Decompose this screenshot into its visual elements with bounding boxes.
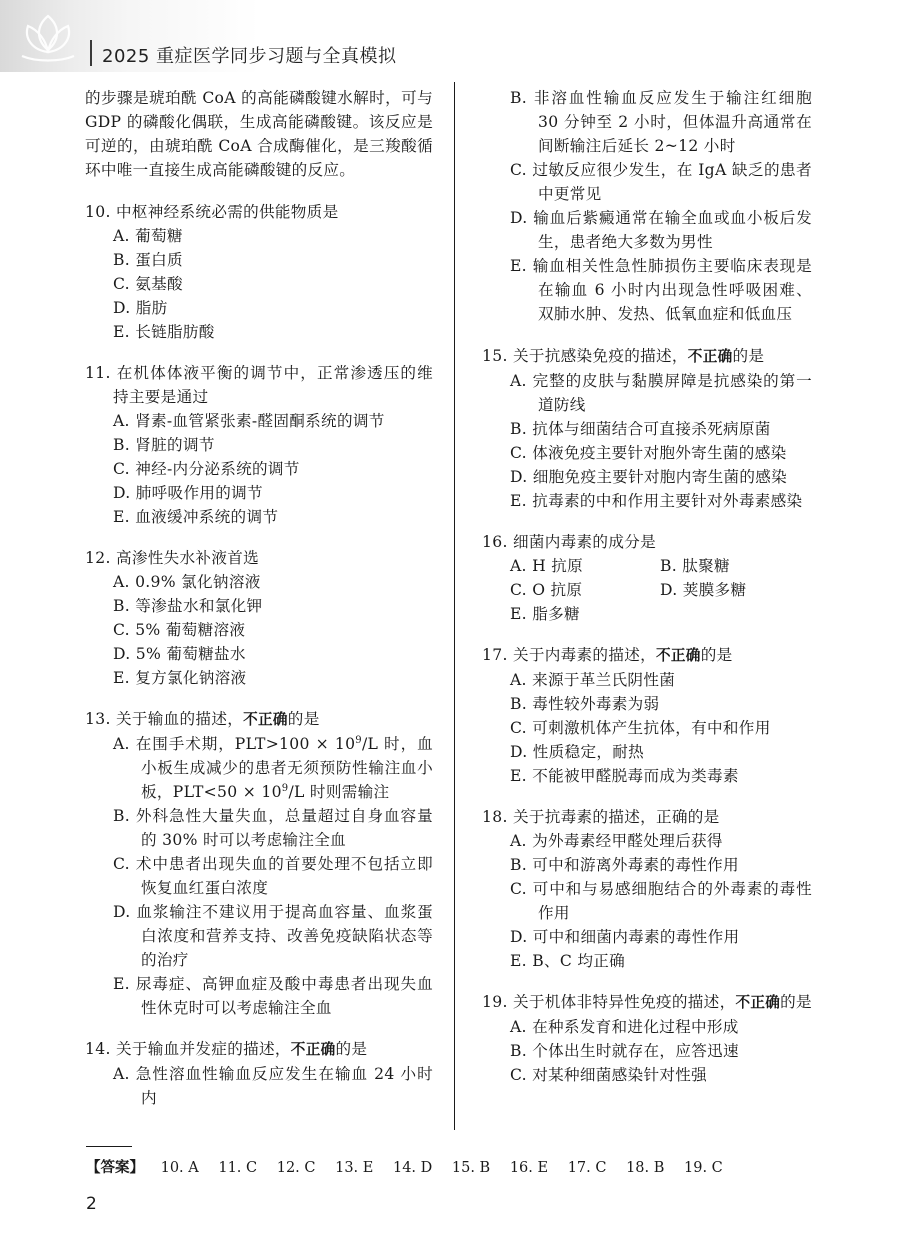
question-stem xyxy=(482,643,812,668)
option: B. 抗体与细菌结合可直接杀死病原菌 xyxy=(510,420,771,438)
option: E. 长链脂肪酸 xyxy=(113,323,215,341)
footer-rule xyxy=(86,1146,132,1147)
question-stem: 11. 在机体体液平衡的调节中，正常渗透压的维持主要是通过 xyxy=(85,364,433,406)
option: E. 不能被甲醛脱毒而成为类毒素 xyxy=(510,767,739,785)
option-text: A. 在围手术期，PLT>100 × 10 xyxy=(113,735,356,753)
answer-item: 14. D xyxy=(392,1160,433,1176)
option: A. 葡萄糖 xyxy=(113,227,183,245)
option xyxy=(85,732,433,804)
answer-item: 11. C xyxy=(218,1160,258,1176)
option: C. 术中患者出现失血的首要处理不包括立即恢复血红蛋白浓度 xyxy=(113,855,433,897)
question-stem xyxy=(482,344,812,369)
stem-text: 的是 xyxy=(335,1040,368,1058)
option-text: /L 时，血小板生成减少的患者无须预防性输注血小板，PLT<50 × 10 xyxy=(141,735,433,801)
option: E. B、C 均正确 xyxy=(510,952,626,970)
question-10 xyxy=(85,200,433,344)
stem-text: 的是 xyxy=(700,646,733,664)
left-column xyxy=(85,86,433,1110)
question-13 xyxy=(85,707,433,1020)
option: D. 肺呼吸作用的调节 xyxy=(113,484,263,502)
page-number: 2 xyxy=(86,1194,97,1214)
stem-emphasis: 不正确 xyxy=(687,348,733,365)
option: B. 可中和游离外毒素的毒性作用 xyxy=(510,856,739,874)
option: A. 0.9% 氯化钠溶液 xyxy=(113,573,261,591)
lotus-logo-icon xyxy=(14,10,82,66)
option: C. O 抗原 xyxy=(510,581,583,599)
stem-text: 19. 关于机体非特异性免疫的描述， xyxy=(482,993,736,1011)
right-column xyxy=(482,86,812,1087)
stem-text: 的是 xyxy=(780,993,812,1011)
option: B. 肾脏的调节 xyxy=(113,436,215,454)
stem-emphasis: 不正确 xyxy=(290,1041,336,1058)
answer-item: 10. A xyxy=(160,1160,199,1176)
stem-text: 的是 xyxy=(732,347,765,365)
option: C. 可中和与易感细胞结合的外毒素的毒性作用 xyxy=(510,880,812,922)
question-14 xyxy=(85,1037,433,1110)
option: D. 荚膜多糖 xyxy=(660,581,747,599)
option: E. 输血相关性急性肺损伤主要临床表现是在输血 6 小时内出现急性呼吸困难、双肺水肿、发热、低氧血症和低血压 xyxy=(510,257,812,323)
question-19 xyxy=(482,990,812,1087)
answer-item: 15. B xyxy=(451,1160,491,1176)
question-stem xyxy=(482,990,812,1015)
question-14-continued xyxy=(482,86,812,326)
option: A. H 抗原 xyxy=(510,557,584,575)
option: E. 抗毒素的中和作用主要针对外毒素感染 xyxy=(510,492,803,510)
answer-key-label: 【答案】 xyxy=(86,1160,144,1176)
question-stem: 12. 高渗性失水补液首选 xyxy=(85,549,259,567)
answer-item: 19. C xyxy=(684,1160,723,1176)
option: A. 急性溶血性输血反应发生在输血 24 小时内 xyxy=(113,1065,433,1107)
option: A. 肾素-血管紧张素-醛固酮系统的调节 xyxy=(113,412,385,430)
column-divider xyxy=(454,82,455,1130)
stem-emphasis: 不正确 xyxy=(735,994,781,1011)
option: A. 在种系发育和进化过程中形成 xyxy=(510,1018,739,1036)
question-stem: 10. 中枢神经系统必需的供能物质是 xyxy=(85,203,339,221)
option: A. 为外毒素经甲醛处理后获得 xyxy=(510,832,723,850)
option: A. 完整的皮肤与黏膜屏障是抗感染的第一道防线 xyxy=(510,372,812,414)
option: D. 输血后紫癜通常在输全血或血小板后发生，患者绝大多数为男性 xyxy=(510,209,812,251)
option: B. 等渗盐水和氯化钾 xyxy=(113,597,263,615)
question-stem: 18. 关于抗毒素的描述，正确的是 xyxy=(482,808,720,826)
option: D. 性质稳定，耐热 xyxy=(510,743,645,761)
stem-text: 14. 关于输血并发症的描述， xyxy=(85,1040,291,1058)
question-stem: 16. 细菌内毒素的成分是 xyxy=(482,533,656,551)
option: C. 对某种细菌感染针对性强 xyxy=(510,1066,708,1084)
intro-paragraph: 的步骤是琥珀酰 CoA 的高能磷酸键水解时，可与 GDP 的磷酸化偶联，生成高能磷酸键。该反应是可逆的，由琥珀酰 CoA 合成酶催化，是三羧酸循环中唯一直接生成高能磷酸键的反应。 xyxy=(85,89,433,179)
superscript: 9 xyxy=(281,783,289,794)
option: E. 尿毒症、高钾血症及酸中毒患者出现失血性休克时可以考虑输注全血 xyxy=(113,975,433,1017)
option: C. 氨基酸 xyxy=(113,275,183,293)
option-text: /L 时则需输注 xyxy=(288,783,390,801)
question-18 xyxy=(482,805,812,973)
option: B. 蛋白质 xyxy=(113,251,183,269)
superscript: 9 xyxy=(355,735,362,746)
answer-item: 13. E xyxy=(335,1160,374,1176)
question-stem xyxy=(85,707,433,732)
option: D. 细胞免疫主要针对胞内寄生菌的感染 xyxy=(510,468,788,486)
header-divider xyxy=(90,40,92,66)
answer-item: 12. C xyxy=(276,1160,316,1176)
stem-emphasis: 不正确 xyxy=(656,647,701,664)
stem-text: 15. 关于抗感染免疫的描述， xyxy=(482,347,688,365)
option: A. 来源于革兰氏阴性菌 xyxy=(510,671,676,689)
answer-item: 18. B xyxy=(626,1160,665,1176)
answer-key xyxy=(86,1156,738,1177)
option: B. 外科急性大量失血，总量超过自身血容量的 30% 时可以考虑输注全血 xyxy=(113,807,433,849)
option: E. 脂多糖 xyxy=(510,605,580,623)
stem-emphasis: 不正确 xyxy=(243,711,288,728)
option: C. 神经-内分泌系统的调节 xyxy=(113,460,300,478)
stem-text: 的是 xyxy=(287,710,320,728)
option-grid xyxy=(482,554,812,626)
option: C. 可刺激机体产生抗体，有中和作用 xyxy=(510,719,771,737)
question-12 xyxy=(85,546,433,690)
question-15 xyxy=(482,344,812,513)
option: D. 脂肪 xyxy=(113,299,168,317)
book-title: 2025 重症医学同步习题与全真模拟 xyxy=(102,46,397,67)
option: D. 可中和细菌内毒素的毒性作用 xyxy=(510,928,740,946)
question-stem xyxy=(85,1037,433,1062)
question-11 xyxy=(85,361,433,529)
option: C. 体液免疫主要针对胞外寄生菌的感染 xyxy=(510,444,787,462)
stem-text: 17. 关于内毒素的描述， xyxy=(482,646,656,664)
option: B. 肽聚糖 xyxy=(660,557,730,575)
option: C. 5% 葡萄糖溶液 xyxy=(113,621,246,639)
option: E. 血液缓冲系统的调节 xyxy=(113,508,279,526)
header-band xyxy=(0,0,900,72)
question-16 xyxy=(482,530,812,626)
option: E. 复方氯化钠溶液 xyxy=(113,669,247,687)
question-17 xyxy=(482,643,812,788)
option: C. 过敏反应很少发生，在 IgA 缺乏的患者中更常见 xyxy=(510,161,812,203)
stem-text: 13. 关于输血的描述， xyxy=(85,710,244,728)
option: D. 5% 葡萄糖盐水 xyxy=(113,645,246,663)
answer-item: 17. C xyxy=(567,1160,607,1176)
option: B. 非溶血性输血反应发生于输注红细胞 30 分钟至 2 小时，但体温升高通常在间断输注后延长 2~12 小时 xyxy=(510,89,812,155)
option: B. 毒性较外毒素为弱 xyxy=(510,695,660,713)
option: D. 血浆输注不建议用于提高血容量、血浆蛋白浓度和营养支持、改善免疫缺陷状态等的治疗 xyxy=(113,903,433,969)
answer-item: 16. E xyxy=(509,1160,549,1176)
option: B. 个体出生时就存在，应答迅速 xyxy=(510,1042,739,1060)
